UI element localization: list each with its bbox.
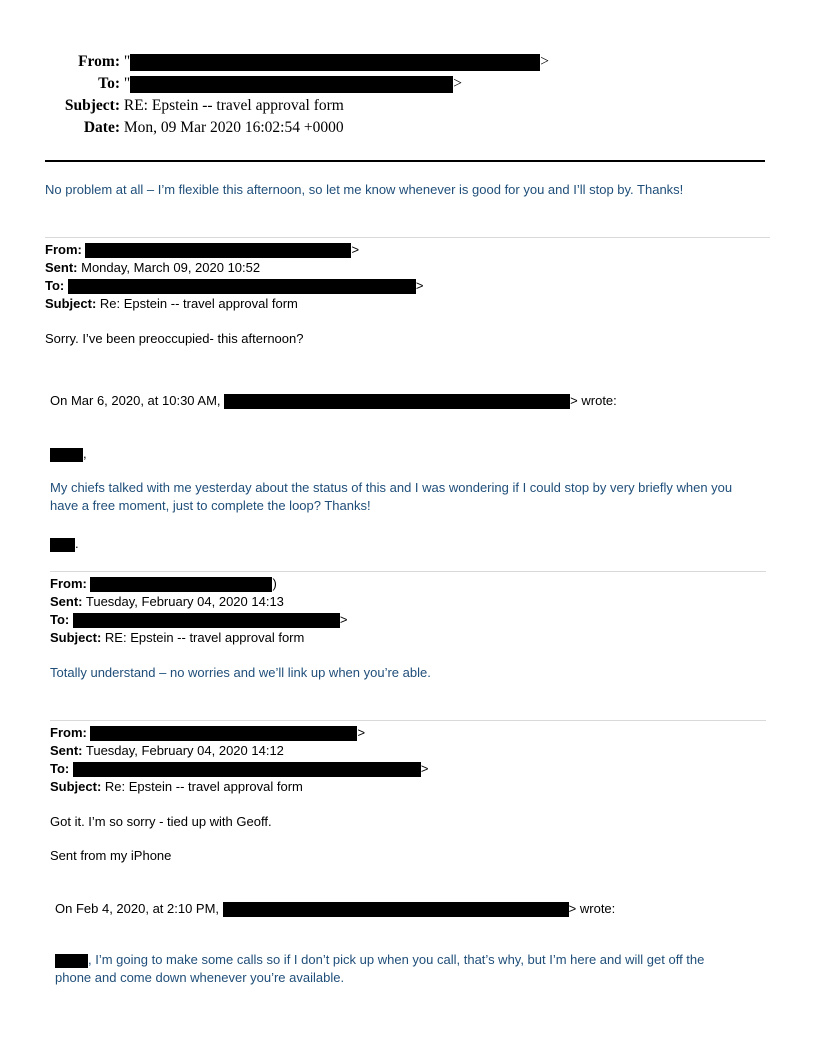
message2-to-label: To: [45, 278, 65, 293]
quote2-intro-prefix: On Feb 4, 2020, at 2:10 PM, [55, 901, 220, 916]
quote1-body-line1: My chiefs talked with me yesterday about the status of this and I was wondering if I could stop by very briefly when you [50, 480, 733, 495]
redaction-bar [90, 726, 357, 741]
message2-subject-label: Subject: [45, 296, 97, 311]
quote2-intro [55, 901, 615, 917]
quote1-greeting-suffix: , [83, 446, 87, 461]
message-separator [50, 720, 766, 721]
header-subject-row [0, 97, 344, 115]
quote1-signoff-suffix: . [75, 536, 79, 551]
redaction-bar [130, 76, 453, 93]
message3-from-suffix: ) [272, 576, 277, 591]
quote2-body-line2: phone and come down whenever you’re available. [55, 970, 345, 985]
message4-to-row [50, 760, 428, 778]
message3-subject-value: RE: Epstein -- travel approval form [104, 630, 305, 645]
header-to-row [0, 75, 462, 93]
message4-to-label: To: [50, 761, 70, 776]
message4-sent-label: Sent: [50, 743, 83, 758]
message3-body: Totally understand – no worries and we’ll link up when you’re able. [50, 665, 431, 680]
message3-to-row [50, 611, 347, 629]
quote2-intro-suffix: > wrote: [568, 901, 616, 916]
quote2-body-line1 [55, 952, 704, 968]
message3-from-row [50, 575, 277, 593]
message3-to-label: To: [50, 612, 70, 627]
header-date-row [0, 119, 344, 137]
quote1-intro [50, 393, 617, 409]
message3-sent-label: Sent: [50, 594, 83, 609]
message4-from-suffix: > [357, 725, 366, 740]
header-date-label: Date: [83, 119, 120, 136]
message4-sent-row [50, 742, 284, 760]
redaction-bar [55, 954, 88, 968]
header-to-label: To: [98, 75, 120, 92]
message-separator [50, 571, 766, 572]
header-subject-value: RE: Epstein -- travel approval form [123, 97, 344, 114]
quote1-intro-prefix: On Mar 6, 2020, at 10:30 AM, [50, 393, 221, 408]
header-from-label: From: [78, 53, 120, 70]
redaction-bar [73, 613, 340, 628]
message4-from-label: From: [50, 725, 87, 740]
message3-from-label: From: [50, 576, 87, 591]
message3-sent-value: Tuesday, February 04, 2020 14:13 [85, 594, 284, 609]
quote1-greeting [50, 446, 87, 462]
message2-sent-label: Sent: [45, 260, 78, 275]
message2-from-label: From: [45, 242, 82, 257]
message3-sent-row [50, 593, 284, 611]
message2-subject-value: Re: Epstein -- travel approval form [99, 296, 298, 311]
header-to-suffix: > [453, 75, 462, 92]
redaction-bar [50, 448, 83, 462]
message4-body: Got it. I’m so sorry - tied up with Geoff. [50, 814, 272, 829]
redaction-bar [85, 243, 351, 258]
message4-subject-row [50, 778, 303, 796]
quote1-intro-suffix: > wrote: [570, 393, 617, 408]
message2-body: Sorry. I’ve been preoccupied- this afternoon? [45, 331, 304, 346]
message2-sent-row [45, 259, 260, 277]
message2-from-suffix: > [351, 242, 360, 257]
redaction-bar [50, 538, 75, 552]
message2-sent-value: Monday, March 09, 2020 10:52 [81, 260, 261, 275]
message3-to-suffix: > [339, 612, 348, 627]
message2-from-row [45, 241, 359, 259]
header-from-prefix: " [123, 53, 131, 70]
quote1-signoff [50, 536, 79, 552]
header-date-value: Mon, 09 Mar 2020 16:02:54 +0000 [123, 119, 344, 136]
redaction-bar [224, 394, 570, 409]
message4-subject-value: Re: Epstein -- travel approval form [104, 779, 303, 794]
redaction-bar [90, 577, 272, 592]
message4-subject-label: Subject: [50, 779, 102, 794]
message2-subject-row [45, 295, 298, 313]
message4-to-suffix: > [420, 761, 429, 776]
message4-signature: Sent from my iPhone [50, 848, 172, 863]
message-separator [45, 237, 770, 238]
message2-to-suffix: > [415, 278, 424, 293]
header-from-suffix: > [540, 53, 549, 70]
redaction-bar [130, 54, 540, 71]
header-to-prefix: " [123, 75, 131, 92]
message3-subject-label: Subject: [50, 630, 102, 645]
message1-body: No problem at all – I’m flexible this afternoon, so let me know whenever is good for you and I’ll stop by. Thanks! [45, 182, 684, 197]
message4-sent-value: Tuesday, February 04, 2020 14:12 [85, 743, 284, 758]
redaction-bar [73, 762, 421, 777]
message2-to-row [45, 277, 423, 295]
header-from-row [0, 53, 549, 71]
redaction-bar [68, 279, 416, 294]
redaction-bar [223, 902, 569, 917]
quote1-body-line2: have a free moment, just to complete the loop? Thanks! [50, 498, 371, 513]
message4-from-row [50, 724, 365, 742]
header-divider [45, 160, 765, 162]
message3-subject-row [50, 629, 304, 647]
header-subject-label: Subject: [64, 97, 120, 114]
quote2-body-line1-text: , I’m going to make some calls so if I don’t pick up when you call, that’s why, but I’m here and will get off the [88, 952, 705, 967]
